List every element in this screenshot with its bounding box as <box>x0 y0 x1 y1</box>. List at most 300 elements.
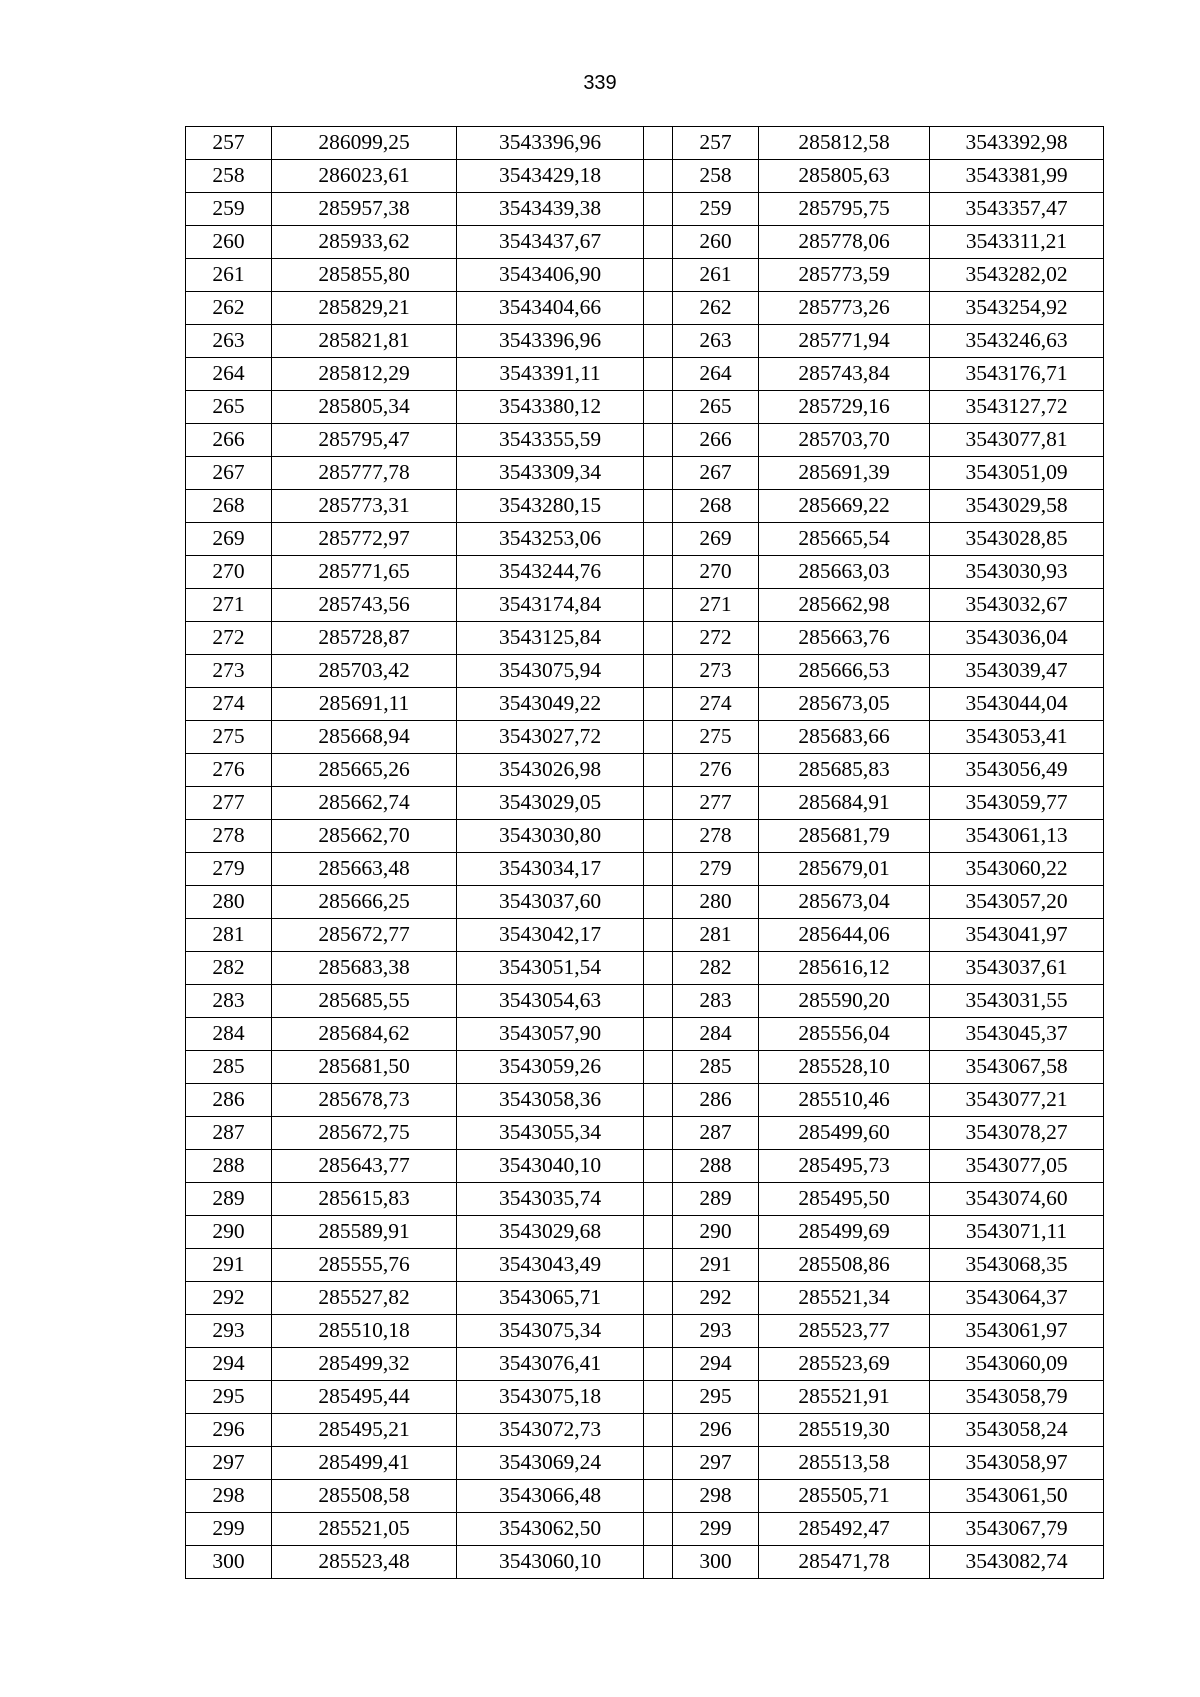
left-x-coordinate-cell: 285508,58 <box>272 1480 457 1513</box>
right-y-coordinate-cell: 3543060,22 <box>930 853 1104 886</box>
right-point-number-cell: 293 <box>673 1315 759 1348</box>
left-x-coordinate-cell: 285523,48 <box>272 1546 457 1579</box>
right-point-number-cell: 263 <box>673 325 759 358</box>
right-x-coordinate-cell: 285679,01 <box>759 853 930 886</box>
left-point-number-cell: 282 <box>186 952 272 985</box>
right-point-number-cell: 295 <box>673 1381 759 1414</box>
table-row <box>186 1150 1104 1183</box>
left-point-number-cell: 290 <box>186 1216 272 1249</box>
left-point-number-cell: 293 <box>186 1315 272 1348</box>
right-point-number-cell: 273 <box>673 655 759 688</box>
left-point-number-cell: 294 <box>186 1348 272 1381</box>
table-row <box>186 622 1104 655</box>
right-y-coordinate-cell: 3543057,20 <box>930 886 1104 919</box>
right-x-coordinate-cell: 285681,79 <box>759 820 930 853</box>
left-y-coordinate-cell: 3543280,15 <box>457 490 644 523</box>
right-x-coordinate-cell: 285556,04 <box>759 1018 930 1051</box>
right-y-coordinate-cell: 3543030,93 <box>930 556 1104 589</box>
right-point-number-cell: 274 <box>673 688 759 721</box>
right-y-coordinate-cell: 3543282,02 <box>930 259 1104 292</box>
right-x-coordinate-cell: 285778,06 <box>759 226 930 259</box>
left-x-coordinate-cell: 285681,50 <box>272 1051 457 1084</box>
right-y-coordinate-cell: 3543031,55 <box>930 985 1104 1018</box>
right-x-coordinate-cell: 285669,22 <box>759 490 930 523</box>
right-y-coordinate-cell: 3543059,77 <box>930 787 1104 820</box>
right-y-coordinate-cell: 3543381,99 <box>930 160 1104 193</box>
spacer-cell <box>644 1018 673 1051</box>
spacer-cell <box>644 1315 673 1348</box>
table-row <box>186 523 1104 556</box>
left-y-coordinate-cell: 3543029,05 <box>457 787 644 820</box>
left-y-coordinate-cell: 3543391,11 <box>457 358 644 391</box>
spacer-cell <box>644 292 673 325</box>
left-point-number-cell: 275 <box>186 721 272 754</box>
right-point-number-cell: 300 <box>673 1546 759 1579</box>
table-row <box>186 655 1104 688</box>
right-point-number-cell: 290 <box>673 1216 759 1249</box>
left-x-coordinate-cell: 285662,74 <box>272 787 457 820</box>
left-point-number-cell: 261 <box>186 259 272 292</box>
left-y-coordinate-cell: 3543125,84 <box>457 622 644 655</box>
left-x-coordinate-cell: 285795,47 <box>272 424 457 457</box>
left-x-coordinate-cell: 285663,48 <box>272 853 457 886</box>
left-y-coordinate-cell: 3543055,34 <box>457 1117 644 1150</box>
left-y-coordinate-cell: 3543059,26 <box>457 1051 644 1084</box>
table-row <box>186 1381 1104 1414</box>
spacer-cell <box>644 127 673 160</box>
spacer-cell <box>644 919 673 952</box>
right-x-coordinate-cell: 285519,30 <box>759 1414 930 1447</box>
right-point-number-cell: 297 <box>673 1447 759 1480</box>
table-row <box>186 787 1104 820</box>
right-x-coordinate-cell: 285521,91 <box>759 1381 930 1414</box>
spacer-cell <box>644 1513 673 1546</box>
left-y-coordinate-cell: 3543035,74 <box>457 1183 644 1216</box>
left-y-coordinate-cell: 3543072,73 <box>457 1414 644 1447</box>
table-row <box>186 226 1104 259</box>
right-point-number-cell: 299 <box>673 1513 759 1546</box>
right-point-number-cell: 284 <box>673 1018 759 1051</box>
table-row <box>186 820 1104 853</box>
right-y-coordinate-cell: 3543077,05 <box>930 1150 1104 1183</box>
left-point-number-cell: 296 <box>186 1414 272 1447</box>
right-point-number-cell: 280 <box>673 886 759 919</box>
table-row <box>186 193 1104 226</box>
left-x-coordinate-cell: 286023,61 <box>272 160 457 193</box>
table-row <box>186 391 1104 424</box>
left-point-number-cell: 283 <box>186 985 272 1018</box>
left-point-number-cell: 265 <box>186 391 272 424</box>
table-row <box>186 490 1104 523</box>
table-row <box>186 1348 1104 1381</box>
left-point-number-cell: 288 <box>186 1150 272 1183</box>
left-y-coordinate-cell: 3543253,06 <box>457 523 644 556</box>
right-point-number-cell: 268 <box>673 490 759 523</box>
right-x-coordinate-cell: 285805,63 <box>759 160 930 193</box>
spacer-cell <box>644 1117 673 1150</box>
left-point-number-cell: 279 <box>186 853 272 886</box>
table-row <box>186 457 1104 490</box>
right-point-number-cell: 296 <box>673 1414 759 1447</box>
right-y-coordinate-cell: 3543036,04 <box>930 622 1104 655</box>
right-point-number-cell: 291 <box>673 1249 759 1282</box>
spacer-cell <box>644 754 673 787</box>
left-x-coordinate-cell: 285615,83 <box>272 1183 457 1216</box>
left-x-coordinate-cell: 285666,25 <box>272 886 457 919</box>
left-y-coordinate-cell: 3543049,22 <box>457 688 644 721</box>
spacer-cell <box>644 985 673 1018</box>
table-row <box>186 853 1104 886</box>
spacer-cell <box>644 1249 673 1282</box>
right-y-coordinate-cell: 3543039,47 <box>930 655 1104 688</box>
right-point-number-cell: 266 <box>673 424 759 457</box>
left-y-coordinate-cell: 3543054,63 <box>457 985 644 1018</box>
right-point-number-cell: 292 <box>673 1282 759 1315</box>
spacer-cell <box>644 886 673 919</box>
right-x-coordinate-cell: 285495,73 <box>759 1150 930 1183</box>
left-point-number-cell: 268 <box>186 490 272 523</box>
spacer-cell <box>644 1480 673 1513</box>
right-y-coordinate-cell: 3543045,37 <box>930 1018 1104 1051</box>
left-y-coordinate-cell: 3543076,41 <box>457 1348 644 1381</box>
table-row <box>186 985 1104 1018</box>
left-y-coordinate-cell: 3543380,12 <box>457 391 644 424</box>
right-x-coordinate-cell: 285684,91 <box>759 787 930 820</box>
spacer-cell <box>644 1447 673 1480</box>
spacer-cell <box>644 523 673 556</box>
spacer-cell <box>644 1348 673 1381</box>
right-point-number-cell: 285 <box>673 1051 759 1084</box>
right-point-number-cell: 258 <box>673 160 759 193</box>
right-y-coordinate-cell: 3543041,97 <box>930 919 1104 952</box>
left-y-coordinate-cell: 3543057,90 <box>457 1018 644 1051</box>
left-y-coordinate-cell: 3543069,24 <box>457 1447 644 1480</box>
right-x-coordinate-cell: 285495,50 <box>759 1183 930 1216</box>
left-x-coordinate-cell: 285957,38 <box>272 193 457 226</box>
left-x-coordinate-cell: 285589,91 <box>272 1216 457 1249</box>
right-point-number-cell: 257 <box>673 127 759 160</box>
left-point-number-cell: 295 <box>186 1381 272 1414</box>
right-x-coordinate-cell: 285505,71 <box>759 1480 930 1513</box>
right-x-coordinate-cell: 285743,84 <box>759 358 930 391</box>
table-row <box>186 1447 1104 1480</box>
right-y-coordinate-cell: 3543071,11 <box>930 1216 1104 1249</box>
left-y-coordinate-cell: 3543075,94 <box>457 655 644 688</box>
right-point-number-cell: 265 <box>673 391 759 424</box>
right-y-coordinate-cell: 3543311,21 <box>930 226 1104 259</box>
right-x-coordinate-cell: 285729,16 <box>759 391 930 424</box>
left-x-coordinate-cell: 285495,44 <box>272 1381 457 1414</box>
left-x-coordinate-cell: 285499,32 <box>272 1348 457 1381</box>
left-point-number-cell: 289 <box>186 1183 272 1216</box>
spacer-cell <box>644 226 673 259</box>
right-x-coordinate-cell: 285666,53 <box>759 655 930 688</box>
spacer-cell <box>644 424 673 457</box>
left-point-number-cell: 267 <box>186 457 272 490</box>
table-row <box>186 358 1104 391</box>
left-x-coordinate-cell: 285527,82 <box>272 1282 457 1315</box>
left-point-number-cell: 262 <box>186 292 272 325</box>
spacer-cell <box>644 391 673 424</box>
left-point-number-cell: 286 <box>186 1084 272 1117</box>
left-point-number-cell: 269 <box>186 523 272 556</box>
spacer-cell <box>644 1051 673 1084</box>
right-x-coordinate-cell: 285513,58 <box>759 1447 930 1480</box>
spacer-cell <box>644 1546 673 1579</box>
right-x-coordinate-cell: 285492,47 <box>759 1513 930 1546</box>
right-y-coordinate-cell: 3543067,79 <box>930 1513 1104 1546</box>
right-x-coordinate-cell: 285523,69 <box>759 1348 930 1381</box>
left-y-coordinate-cell: 3543075,34 <box>457 1315 644 1348</box>
table-row <box>186 292 1104 325</box>
spacer-cell <box>644 721 673 754</box>
left-x-coordinate-cell: 285728,87 <box>272 622 457 655</box>
right-point-number-cell: 279 <box>673 853 759 886</box>
right-point-number-cell: 260 <box>673 226 759 259</box>
right-x-coordinate-cell: 285616,12 <box>759 952 930 985</box>
left-y-coordinate-cell: 3543051,54 <box>457 952 644 985</box>
left-point-number-cell: 259 <box>186 193 272 226</box>
right-y-coordinate-cell: 3543060,09 <box>930 1348 1104 1381</box>
left-x-coordinate-cell: 285495,21 <box>272 1414 457 1447</box>
left-point-number-cell: 284 <box>186 1018 272 1051</box>
right-x-coordinate-cell: 285691,39 <box>759 457 930 490</box>
right-y-coordinate-cell: 3543029,58 <box>930 490 1104 523</box>
spacer-cell <box>644 325 673 358</box>
spacer-cell <box>644 655 673 688</box>
left-point-number-cell: 257 <box>186 127 272 160</box>
table-row <box>186 754 1104 787</box>
left-y-coordinate-cell: 3543437,67 <box>457 226 644 259</box>
left-point-number-cell: 274 <box>186 688 272 721</box>
spacer-cell <box>644 589 673 622</box>
right-point-number-cell: 288 <box>673 1150 759 1183</box>
left-x-coordinate-cell: 285812,29 <box>272 358 457 391</box>
spacer-cell <box>644 820 673 853</box>
right-point-number-cell: 267 <box>673 457 759 490</box>
left-x-coordinate-cell: 285662,70 <box>272 820 457 853</box>
spacer-cell <box>644 853 673 886</box>
right-point-number-cell: 294 <box>673 1348 759 1381</box>
spacer-cell <box>644 622 673 655</box>
left-y-coordinate-cell: 3543355,59 <box>457 424 644 457</box>
left-x-coordinate-cell: 285643,77 <box>272 1150 457 1183</box>
right-y-coordinate-cell: 3543082,74 <box>930 1546 1104 1579</box>
right-y-coordinate-cell: 3543044,04 <box>930 688 1104 721</box>
right-y-coordinate-cell: 3543077,21 <box>930 1084 1104 1117</box>
right-y-coordinate-cell: 3543392,98 <box>930 127 1104 160</box>
left-y-coordinate-cell: 3543026,98 <box>457 754 644 787</box>
left-y-coordinate-cell: 3543406,90 <box>457 259 644 292</box>
table-row <box>186 1183 1104 1216</box>
spacer-cell <box>644 1414 673 1447</box>
spacer-cell <box>644 358 673 391</box>
left-x-coordinate-cell: 285777,78 <box>272 457 457 490</box>
left-y-coordinate-cell: 3543043,49 <box>457 1249 644 1282</box>
right-x-coordinate-cell: 285510,46 <box>759 1084 930 1117</box>
right-y-coordinate-cell: 3543028,85 <box>930 523 1104 556</box>
left-x-coordinate-cell: 285665,26 <box>272 754 457 787</box>
left-y-coordinate-cell: 3543062,50 <box>457 1513 644 1546</box>
spacer-cell <box>644 193 673 226</box>
left-y-coordinate-cell: 3543404,66 <box>457 292 644 325</box>
right-x-coordinate-cell: 285795,75 <box>759 193 930 226</box>
right-x-coordinate-cell: 285703,70 <box>759 424 930 457</box>
left-y-coordinate-cell: 3543396,96 <box>457 127 644 160</box>
right-point-number-cell: 278 <box>673 820 759 853</box>
right-x-coordinate-cell: 285673,04 <box>759 886 930 919</box>
left-x-coordinate-cell: 285829,21 <box>272 292 457 325</box>
left-x-coordinate-cell: 285933,62 <box>272 226 457 259</box>
left-point-number-cell: 258 <box>186 160 272 193</box>
left-y-coordinate-cell: 3543396,96 <box>457 325 644 358</box>
table-row <box>186 1315 1104 1348</box>
right-y-coordinate-cell: 3543078,27 <box>930 1117 1104 1150</box>
spacer-cell <box>644 1381 673 1414</box>
left-y-coordinate-cell: 3543034,17 <box>457 853 644 886</box>
right-y-coordinate-cell: 3543058,79 <box>930 1381 1104 1414</box>
coordinates-table <box>185 126 1104 1579</box>
spacer-cell <box>644 259 673 292</box>
right-y-coordinate-cell: 3543061,13 <box>930 820 1104 853</box>
left-x-coordinate-cell: 285683,38 <box>272 952 457 985</box>
left-x-coordinate-cell: 285672,75 <box>272 1117 457 1150</box>
right-x-coordinate-cell: 285673,05 <box>759 688 930 721</box>
left-x-coordinate-cell: 285672,77 <box>272 919 457 952</box>
left-x-coordinate-cell: 285743,56 <box>272 589 457 622</box>
right-x-coordinate-cell: 285683,66 <box>759 721 930 754</box>
right-y-coordinate-cell: 3543051,09 <box>930 457 1104 490</box>
left-point-number-cell: 273 <box>186 655 272 688</box>
right-y-coordinate-cell: 3543056,49 <box>930 754 1104 787</box>
table-row <box>186 1480 1104 1513</box>
table-row <box>186 1216 1104 1249</box>
left-point-number-cell: 276 <box>186 754 272 787</box>
right-x-coordinate-cell: 285644,06 <box>759 919 930 952</box>
left-point-number-cell: 278 <box>186 820 272 853</box>
right-y-coordinate-cell: 3543064,37 <box>930 1282 1104 1315</box>
right-y-coordinate-cell: 3543058,24 <box>930 1414 1104 1447</box>
table-row <box>186 1546 1104 1579</box>
table-row <box>186 886 1104 919</box>
right-point-number-cell: 262 <box>673 292 759 325</box>
spacer-cell <box>644 1150 673 1183</box>
right-point-number-cell: 286 <box>673 1084 759 1117</box>
table-row <box>186 1051 1104 1084</box>
spacer-cell <box>644 952 673 985</box>
table-row <box>186 1513 1104 1546</box>
spacer-cell <box>644 457 673 490</box>
left-x-coordinate-cell: 285771,65 <box>272 556 457 589</box>
left-point-number-cell: 277 <box>186 787 272 820</box>
table-row <box>186 919 1104 952</box>
right-point-number-cell: 289 <box>673 1183 759 1216</box>
table-row <box>186 1117 1104 1150</box>
right-x-coordinate-cell: 285528,10 <box>759 1051 930 1084</box>
left-y-coordinate-cell: 3543309,34 <box>457 457 644 490</box>
table-row <box>186 721 1104 754</box>
right-x-coordinate-cell: 285521,34 <box>759 1282 930 1315</box>
table-row <box>186 1282 1104 1315</box>
left-x-coordinate-cell: 285678,73 <box>272 1084 457 1117</box>
right-y-coordinate-cell: 3543032,67 <box>930 589 1104 622</box>
left-y-coordinate-cell: 3543029,68 <box>457 1216 644 1249</box>
spacer-cell <box>644 1084 673 1117</box>
right-x-coordinate-cell: 285773,26 <box>759 292 930 325</box>
left-point-number-cell: 264 <box>186 358 272 391</box>
right-point-number-cell: 281 <box>673 919 759 952</box>
right-x-coordinate-cell: 285499,69 <box>759 1216 930 1249</box>
left-point-number-cell: 292 <box>186 1282 272 1315</box>
left-y-coordinate-cell: 3543075,18 <box>457 1381 644 1414</box>
spacer-cell <box>644 556 673 589</box>
right-point-number-cell: 282 <box>673 952 759 985</box>
table-row <box>186 1018 1104 1051</box>
left-x-coordinate-cell: 285691,11 <box>272 688 457 721</box>
table-row <box>186 424 1104 457</box>
left-point-number-cell: 280 <box>186 886 272 919</box>
right-point-number-cell: 259 <box>673 193 759 226</box>
right-y-coordinate-cell: 3543068,35 <box>930 1249 1104 1282</box>
right-y-coordinate-cell: 3543058,97 <box>930 1447 1104 1480</box>
table-row <box>186 556 1104 589</box>
right-y-coordinate-cell: 3543053,41 <box>930 721 1104 754</box>
left-y-coordinate-cell: 3543429,18 <box>457 160 644 193</box>
left-point-number-cell: 281 <box>186 919 272 952</box>
right-point-number-cell: 271 <box>673 589 759 622</box>
table-row <box>186 325 1104 358</box>
left-point-number-cell: 287 <box>186 1117 272 1150</box>
left-point-number-cell: 299 <box>186 1513 272 1546</box>
left-y-coordinate-cell: 3543065,71 <box>457 1282 644 1315</box>
left-point-number-cell: 297 <box>186 1447 272 1480</box>
left-x-coordinate-cell: 285555,76 <box>272 1249 457 1282</box>
left-x-coordinate-cell: 285855,80 <box>272 259 457 292</box>
right-x-coordinate-cell: 285590,20 <box>759 985 930 1018</box>
left-x-coordinate-cell: 285805,34 <box>272 391 457 424</box>
spacer-cell <box>644 1216 673 1249</box>
left-point-number-cell: 266 <box>186 424 272 457</box>
spacer-cell <box>644 1282 673 1315</box>
left-y-coordinate-cell: 3543244,76 <box>457 556 644 589</box>
spacer-cell <box>644 490 673 523</box>
right-x-coordinate-cell: 285663,03 <box>759 556 930 589</box>
right-y-coordinate-cell: 3543067,58 <box>930 1051 1104 1084</box>
right-y-coordinate-cell: 3543077,81 <box>930 424 1104 457</box>
right-x-coordinate-cell: 285773,59 <box>759 259 930 292</box>
right-point-number-cell: 264 <box>673 358 759 391</box>
right-x-coordinate-cell: 285665,54 <box>759 523 930 556</box>
left-x-coordinate-cell: 285510,18 <box>272 1315 457 1348</box>
right-point-number-cell: 261 <box>673 259 759 292</box>
right-y-coordinate-cell: 3543254,92 <box>930 292 1104 325</box>
left-y-coordinate-cell: 3543027,72 <box>457 721 644 754</box>
left-point-number-cell: 260 <box>186 226 272 259</box>
right-x-coordinate-cell: 285523,77 <box>759 1315 930 1348</box>
right-point-number-cell: 298 <box>673 1480 759 1513</box>
right-y-coordinate-cell: 3543074,60 <box>930 1183 1104 1216</box>
right-x-coordinate-cell: 285508,86 <box>759 1249 930 1282</box>
left-x-coordinate-cell: 285773,31 <box>272 490 457 523</box>
left-x-coordinate-cell: 285703,42 <box>272 655 457 688</box>
right-y-coordinate-cell: 3543061,50 <box>930 1480 1104 1513</box>
left-point-number-cell: 298 <box>186 1480 272 1513</box>
left-y-coordinate-cell: 3543439,38 <box>457 193 644 226</box>
right-point-number-cell: 269 <box>673 523 759 556</box>
left-x-coordinate-cell: 285684,62 <box>272 1018 457 1051</box>
right-y-coordinate-cell: 3543246,63 <box>930 325 1104 358</box>
table-row <box>186 952 1104 985</box>
